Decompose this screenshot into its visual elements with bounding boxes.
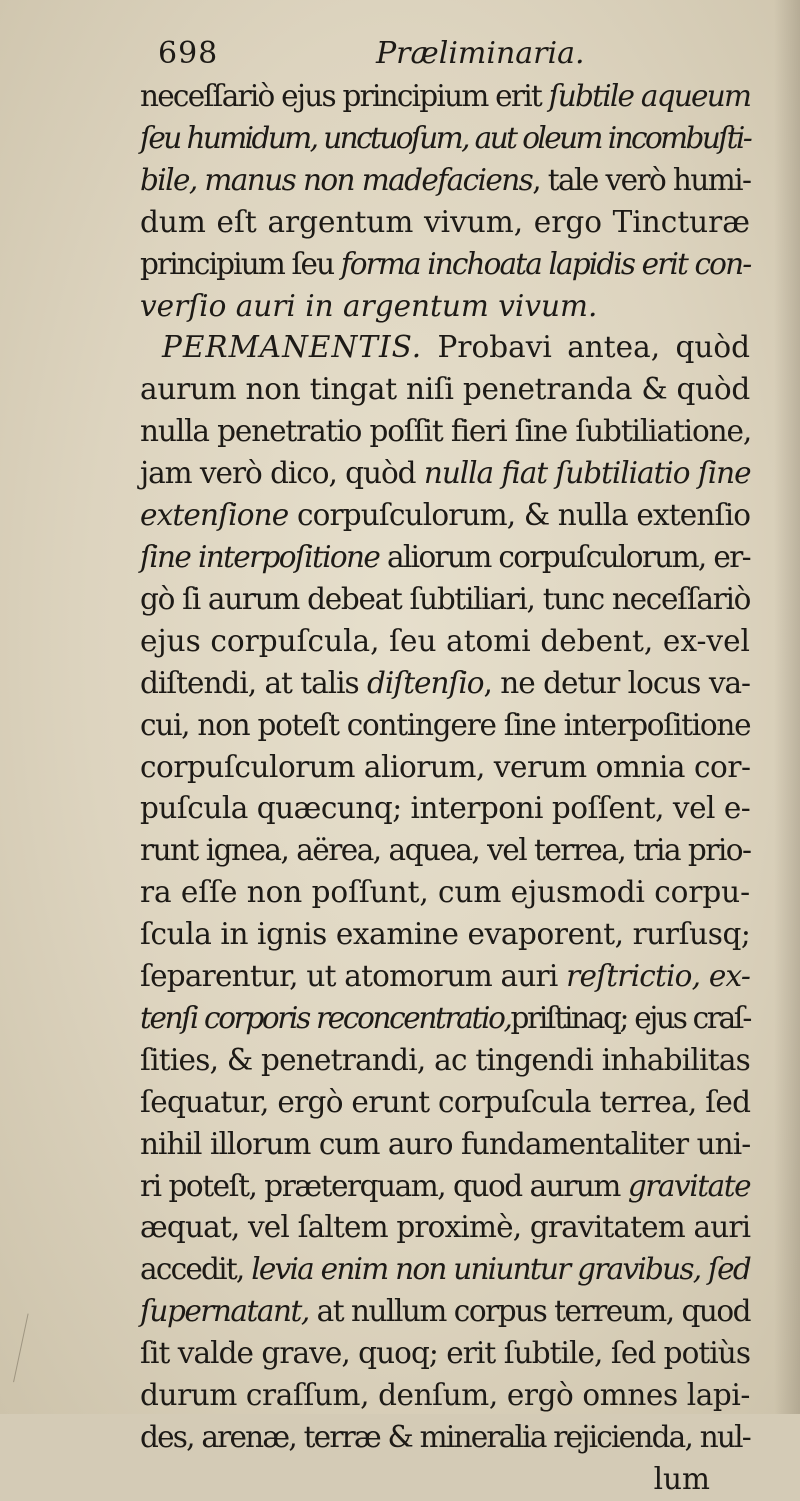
text-line: nulla penetratio poſſit fieri ſine ſubtiliatione,: [140, 414, 752, 449]
running-head: [158, 36, 718, 76]
text-line: nihil illorum cum auro fundamentaliter uni-: [140, 1126, 751, 1161]
text-line: diſtendi, at talis diſtenſio, ne detur locus va-: [140, 665, 750, 700]
text-line: cui, non poteſt contingere ſine interpoſitione: [140, 707, 751, 742]
text-line: neceſſariò ejus principium erit ſubtile aqueum: [140, 79, 751, 113]
text-line: extenſione corpuſculorum, & nulla extenſio: [140, 498, 751, 533]
text-line: puſcula quæcunq; interponi poſſent, vel e-: [140, 791, 751, 826]
catchword: lum: [653, 1461, 710, 1496]
margin-pencil-mark: [13, 1314, 58, 1389]
text-line: accedit, levia enim non uniuntur gravibus, ſed: [140, 1252, 750, 1287]
text-line: ſcula in ignis examine evaporent, rurſusq;: [140, 917, 751, 952]
text-line: durum craſſum, denſum, ergò omnes lapi-: [140, 1378, 750, 1413]
text-line: gò ſi aurum debeat ſubtiliari, tunc neceſſariò: [140, 581, 751, 616]
text-line: verſio auri in argentum vivum.: [140, 288, 598, 323]
text-line: runt ignea, aërea, aquea, vel terrea, tria prio-: [140, 833, 751, 868]
text-line: corpuſculorum aliorum, verum omnia cor-: [140, 749, 751, 784]
text-line: ſit valde grave, quoq; erit ſubtile, ſed potiùs: [140, 1336, 750, 1371]
page-number: 698: [158, 36, 219, 71]
text-line: des, arenæ, terræ & mineralia rejicienda, nul-: [140, 1420, 750, 1454]
text-line: ſities, & penetrandi, ac tingendi inhabilitas: [140, 1042, 750, 1077]
text-line: bile, manus non madefaciens, tale verò humi-: [140, 162, 751, 197]
text-line: ra eſſe non poſſunt, cum ejusmodi corpu-: [140, 875, 750, 910]
text-line: jam verò dico, quòd nulla fiat ſubtiliatio ſine: [140, 456, 751, 491]
text-line: ri poteſt, præterquam, quod aurum gravitate: [140, 1168, 751, 1203]
text-line: ſine interpoſitione aliorum corpuſculorum, er-: [140, 539, 750, 574]
text-line: PERMANENTIS. Probavi antea, quòd: [162, 330, 750, 365]
body-text: [140, 76, 750, 1501]
text-line: ejus corpuſcula, ſeu atomi debent, ex-vel: [140, 623, 750, 658]
text-line: æquat, vel ſaltem proximè, gravitatem auri: [140, 1210, 751, 1245]
text-line: dum eſt argentum vivum, ergo Tincturæ: [140, 204, 750, 239]
text-line: ſequatur, ergò erunt corpuſcula terrea, ſed: [140, 1084, 751, 1119]
text-line: ſeparentur, ut atomorum auri reſtrictio, ex-: [140, 959, 750, 994]
text-line: principium ſeu forma inchoata lapidis erit con-: [140, 246, 751, 281]
text-line: aurum non tingat niſi penetranda & quòd: [140, 372, 750, 407]
text-line: ſupernatant, at nullum corpus terreum, quod: [140, 1294, 751, 1329]
text-line: ſeu humidum, unctuoſum, aut oleum incombuſti-: [140, 120, 751, 155]
text-line: tenſi corporis reconcentratio,priſtinaq; ejus craſ-: [140, 1000, 750, 1035]
running-title: Præliminaria.: [376, 36, 585, 71]
page-edge-shadow: [774, 0, 800, 1414]
